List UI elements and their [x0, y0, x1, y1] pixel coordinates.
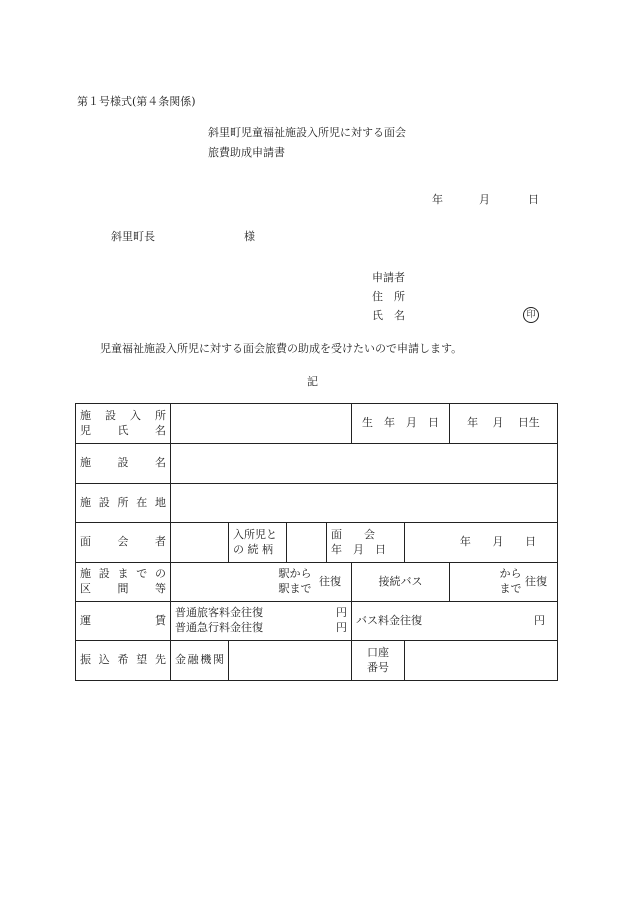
regular-fare-label: 普通旅客料金往復 [175, 606, 263, 620]
route-label-line1: 施設までの [80, 567, 166, 581]
relation-label-cell [229, 523, 287, 563]
train-fare-field[interactable] [171, 602, 352, 641]
application-statement: 児童福祉施設入所児に対する面会旅費の助成を受けたいので申請します。 [100, 342, 463, 355]
fare-label: 運賃 [76, 602, 171, 641]
visit-month-label: 月 [492, 535, 504, 549]
birth-day-suffix: 日生 [517, 416, 540, 430]
visit-date-label-line2: 年 月 日 [331, 542, 386, 556]
addressee-name: 斜里町長 [111, 230, 155, 243]
express-fare-yen: 円 [336, 621, 347, 634]
form-number-label: 第１号様式(第４条関係) [77, 95, 196, 108]
ki-heading: 記 [307, 375, 318, 388]
facility-name-label: 施設名 [76, 444, 171, 484]
date-month-label: 月 [479, 193, 490, 206]
birth-date-label: 生 年 月 日 [352, 404, 450, 444]
visitor-field[interactable] [171, 523, 229, 563]
addressee-honorific: 様 [244, 230, 255, 243]
applicant-address-label: 住 所 [372, 290, 405, 303]
facility-location-field[interactable] [171, 484, 558, 523]
account-label-cell [352, 641, 405, 681]
connecting-bus-label: 接続バス [352, 563, 450, 602]
facility-location-label: 施設所在地 [76, 484, 171, 523]
regular-fare-yen: 円 [336, 606, 347, 620]
express-fare-label: 普通急行料金往復 [175, 621, 263, 634]
applicant-label: 申請者 [372, 271, 405, 284]
visit-date-field[interactable] [405, 523, 558, 563]
visit-year-label: 年 [459, 535, 471, 549]
station-from-label: 駅から [278, 567, 312, 581]
date-day-label: 日 [528, 193, 539, 206]
relation-field[interactable] [287, 523, 327, 563]
station-round-trip-label: 往復 [319, 575, 341, 588]
bus-route-field[interactable] [450, 563, 558, 602]
account-number-field[interactable] [405, 641, 558, 681]
visitor-label: 面会者 [76, 523, 171, 563]
application-table [75, 403, 558, 681]
child-name-label-line2: 児 氏 名 [80, 423, 166, 437]
station-to-label: 駅まで [278, 582, 312, 595]
child-name-field[interactable] [171, 404, 352, 444]
seal-icon: 印 [523, 307, 539, 323]
account-label-line2: 番号 [367, 660, 389, 674]
station-route-field[interactable] [171, 563, 352, 602]
account-label-line1: 口座 [367, 645, 389, 659]
child-name-label-line1: 施 設 入 所 [80, 408, 166, 422]
bus-fare-field[interactable] [352, 602, 558, 641]
birth-month-label: 月 [492, 416, 504, 430]
bus-from-label: から [499, 567, 522, 581]
document-title-line2: 旅費助成申請書 [208, 146, 285, 159]
bank-label: 金融機関 [171, 641, 229, 681]
applicant-name-label: 氏 名 [372, 309, 405, 322]
bank-field[interactable] [229, 641, 352, 681]
child-name-label-cell [76, 404, 171, 444]
visit-date-label-cell [327, 523, 405, 563]
relation-label-line1: 入所児と [233, 527, 277, 541]
bus-round-trip-label: 往復 [525, 575, 547, 588]
facility-name-field[interactable] [171, 444, 558, 484]
transfer-label: 振込希望先 [76, 641, 171, 681]
relation-label-line2: の 続 柄 [233, 542, 273, 556]
visit-day-label: 日 [525, 535, 537, 549]
bus-fare-yen: 円 [534, 613, 545, 627]
visit-date-label-line1: 面 会 [331, 527, 375, 541]
date-year-label: 年 [432, 193, 443, 206]
birth-year-label: 年 [467, 416, 479, 430]
bus-fare-label: バス料金往復 [356, 613, 422, 627]
bus-to-label: まで [499, 582, 522, 595]
route-label-line2: 区間等 [80, 582, 166, 595]
route-label-cell [76, 563, 171, 602]
document-title-line1: 斜里町児童福祉施設入所児に対する面会 [208, 126, 406, 139]
birth-date-field[interactable] [450, 404, 558, 444]
